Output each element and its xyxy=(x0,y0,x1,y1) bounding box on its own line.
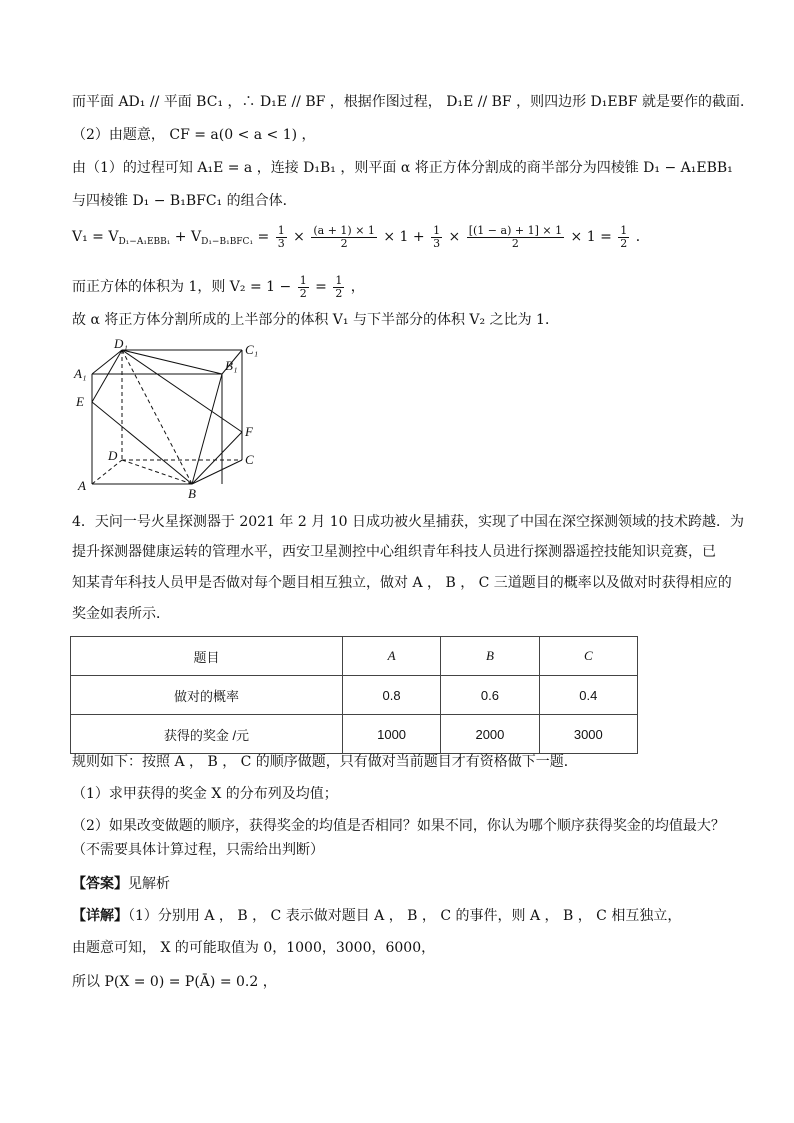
vertex-label: E xyxy=(76,394,84,409)
formula-part: × 1 + xyxy=(378,229,430,245)
table-cell: 2000 xyxy=(441,715,539,754)
denominator: 2 xyxy=(620,236,628,250)
text-line: （1）求甲获得的奖金 X 的分布列及均值； xyxy=(72,786,338,802)
table-cell: 0.8 xyxy=(342,676,440,715)
table-cell: 1000 xyxy=(342,715,440,754)
section-line xyxy=(192,374,222,484)
text-line: 规则如下：按照 A ， B ， C 的顺序做题，只有做对当前题目才有资格做下一题． xyxy=(72,754,578,770)
formula-part: + V xyxy=(170,229,202,245)
denominator: 2 xyxy=(340,236,348,250)
table-cell: B xyxy=(441,637,539,676)
formula-part: = xyxy=(253,229,274,245)
fraction xyxy=(311,225,377,250)
fraction xyxy=(276,225,287,250)
hidden-edge xyxy=(92,460,122,484)
vertex-label: A xyxy=(78,478,86,493)
text-line: 由（1）的过程可知 A₁E = a ，连接 D₁B₁ ，则平面 α 将正方体分割成的商半部分为四棱锥 D₁ − A₁EBB₁ xyxy=(72,160,733,176)
text-line: 奖金如表所示． xyxy=(72,606,170,622)
formula-part: ． xyxy=(631,229,650,245)
table-row xyxy=(71,676,638,715)
vertex-label: D xyxy=(108,448,118,463)
fraction xyxy=(618,225,629,250)
vertex-label: F xyxy=(245,424,253,439)
numerator: 1 xyxy=(299,273,307,287)
volume-formula xyxy=(72,222,650,257)
edge xyxy=(192,460,242,484)
text-line: 提升探测器健康运转的管理水平，西安卫星测控中心组织青年科技人员进行探测器遥控技能知识竞赛，已 xyxy=(72,544,716,560)
probability-table xyxy=(70,636,638,754)
vertex-label: C xyxy=(245,452,254,467)
text-line: （2）如果改变做题的顺序，获得奖金的均值是否相同？如果不同，你认为哪个顺序获得奖金的均值最大？ xyxy=(72,818,725,834)
answer-tag: 【答案】 xyxy=(72,876,128,892)
section-line xyxy=(92,402,192,484)
formula-part: ， xyxy=(346,279,365,295)
table-cell: 0.6 xyxy=(441,676,539,715)
formula-part: = xyxy=(310,279,332,295)
table-row xyxy=(71,715,638,754)
table-cell: A xyxy=(342,637,440,676)
answer-line xyxy=(72,874,170,894)
text-line: （不需要具体计算过程，只需给出判断） xyxy=(72,842,324,858)
detail-tag: 【详解】 xyxy=(72,908,128,924)
numerator: 1 xyxy=(335,273,343,287)
text-line: 所以 P(X = 0) = P(Ā) = 0.2 ， xyxy=(72,974,277,990)
detail-text: （1）分别用 A ， B ， C 表示做对题目 A ， B ， C 的事件，则 A ， B ， C 相互独立， xyxy=(128,908,682,924)
fraction xyxy=(298,275,309,300)
cube-figure xyxy=(72,336,272,504)
numerator: 1 xyxy=(277,223,285,237)
section-line xyxy=(122,350,192,484)
text-line: 而平面 AD₁ // 平面 BC₁ ，∴ D₁E // BF ，根据作图过程， D₁E // BF ，则四边形 D₁EBF 就是要作的截面． xyxy=(72,94,755,110)
section-line xyxy=(122,350,222,374)
text-line: 与四棱锥 D₁ − B₁BFC₁ 的组合体． xyxy=(72,193,297,209)
table-cell: 0.4 xyxy=(539,676,637,715)
numerator: [(1 − a) + 1] × 1 xyxy=(468,223,563,237)
denominator: 2 xyxy=(335,286,343,300)
formula-part: × 1 = xyxy=(566,229,617,245)
detail-line xyxy=(72,906,681,926)
denominator: 3 xyxy=(433,236,441,250)
formula-part: 而正方体的体积为 1，则 V₂ = 1 − xyxy=(72,279,296,295)
table-cell: 3000 xyxy=(539,715,637,754)
denominator: 2 xyxy=(299,286,307,300)
formula-sub: D₁−A₁EBB₁ xyxy=(118,237,171,247)
section-line xyxy=(92,350,122,402)
volume-v2 xyxy=(72,272,365,302)
text-line: 知某青年科技人员甲是否做对每个题目相互独立，做对 A ， B ， C 三道题目的概率以及做对时获得相应的 xyxy=(72,575,732,591)
section-line xyxy=(122,350,242,432)
answer-text: 见解析 xyxy=(128,876,170,892)
formula-part: × xyxy=(444,229,465,245)
denominator: 3 xyxy=(277,236,285,250)
formula-part: × xyxy=(288,229,310,245)
formula-sub: D₁−B₁BFC₁ xyxy=(201,237,254,247)
table-cell: 题目 xyxy=(71,637,343,676)
fraction xyxy=(467,225,564,250)
vertex-label: C₁ xyxy=(245,342,259,357)
vertex-label: D₁ xyxy=(114,336,128,351)
text-line: 由题意可知， X 的可能取值为 0，1000，3000，6000， xyxy=(72,940,436,956)
text-line: （2）由题意， CF = a(0 < a < 1) ， xyxy=(72,127,316,143)
table-cell: 做对的概率 xyxy=(71,676,343,715)
text-line: 4．天问一号火星探测器于 2021 年 2 月 10 日成功被火星捕获，实现了中国在深空探测领域的技术跨越．为 xyxy=(72,514,744,530)
vertex-label: B xyxy=(188,486,196,501)
fraction xyxy=(431,225,442,250)
fraction xyxy=(333,275,344,300)
text-line: 故 α 将正方体分割所成的上半部分的体积 V₁ 与下半部分的体积 V₂ 之比为 1． xyxy=(72,312,559,328)
vertex-label: A₁ xyxy=(74,366,87,381)
table-cell: C xyxy=(539,637,637,676)
denominator: 2 xyxy=(511,236,519,250)
numerator: (a + 1) × 1 xyxy=(313,223,375,237)
numerator: 1 xyxy=(433,223,441,237)
formula-part: V₁ = V xyxy=(72,229,119,245)
numerator: 1 xyxy=(620,223,628,237)
table-header-row xyxy=(71,637,638,676)
edge xyxy=(92,350,122,374)
vertex-label: B₁ xyxy=(225,358,238,373)
table-cell: 获得的奖金 /元 xyxy=(71,715,343,754)
